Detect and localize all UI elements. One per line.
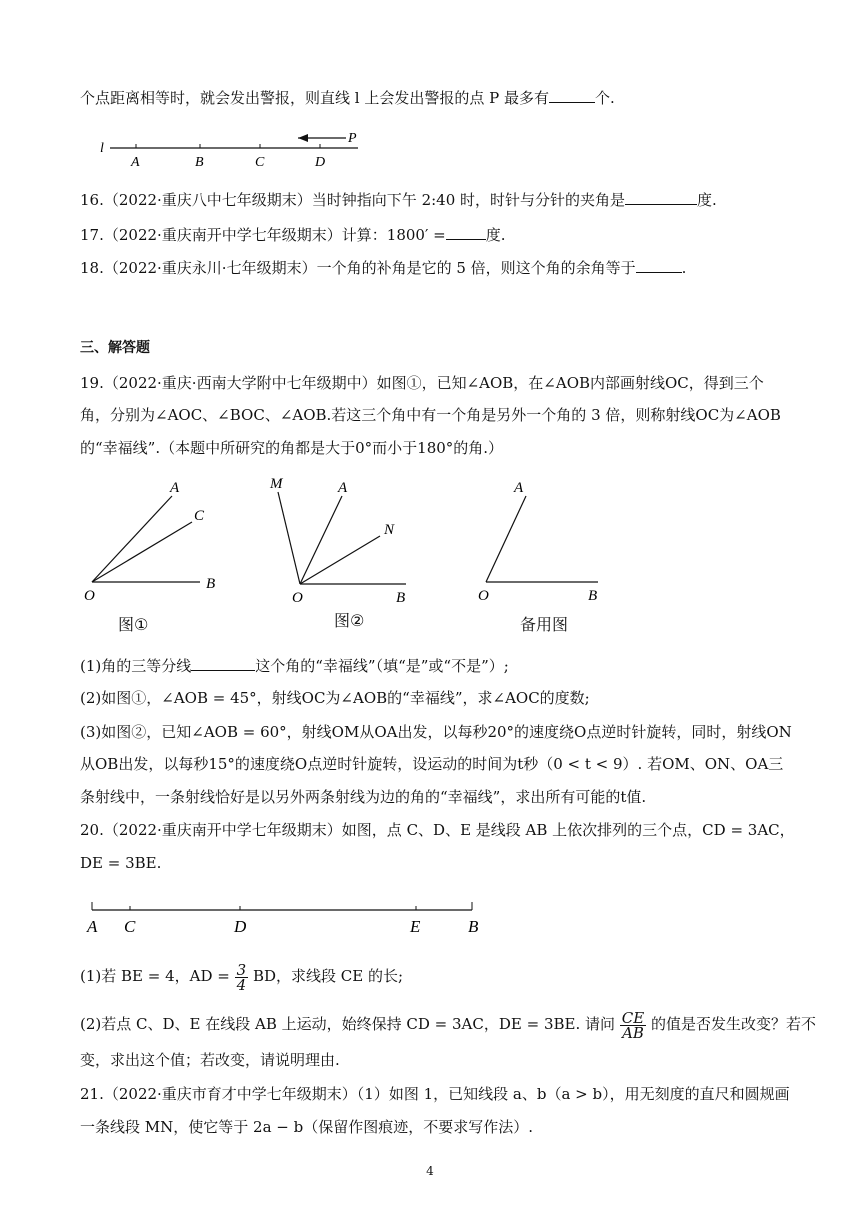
q19-part3-line1: (3)如图②，已知∠AOB = 60°，射线OM从OA出发，以每秒20°的速度绕O点逆时针旋转，同时，射线ON — [80, 723, 792, 741]
answer-blank — [636, 258, 682, 273]
svg-text:A: A — [338, 480, 348, 496]
q18-line: 18.（2022·重庆永川·七年级期末）一个角的补角是它的 5 倍，则这个角的余角等于 . — [80, 259, 687, 277]
label-C: C — [255, 155, 265, 170]
q19-figures — [80, 472, 620, 608]
figure-2 — [269, 476, 406, 606]
section-heading: 三、解答题 — [80, 340, 150, 356]
q16-line: 16.（2022·重庆八中七年级期末）当时钟指向下午 2:40 时，时针与分针的夹角是 度. — [80, 191, 717, 209]
svg-text:C: C — [194, 508, 205, 524]
q19-line1: 19.（2022·重庆·西南大学附中七年级期中）如图①，已知∠AOB，在∠AOB内部画射线OC，得到三个 — [80, 374, 764, 392]
svg-text:N: N — [384, 522, 395, 538]
q19-line2: 角，分别为∠AOC、∠BOC、∠AOB.若这三个角中有一个角是另外一个角的 3 倍，则称射线OC为∠AOB — [80, 406, 781, 424]
q21-line2: 一条线段 MN，使它等于 2a − b（保留作图痕迹，不要求写作法）. — [80, 1118, 533, 1136]
svg-text:O: O — [478, 588, 489, 604]
svg-text:A: A — [170, 480, 180, 496]
caption-figure-1: 图① — [118, 615, 149, 634]
answer-blank — [625, 190, 697, 205]
svg-text:O: O — [84, 588, 95, 604]
answer-blank — [191, 656, 255, 671]
label-P: P — [348, 131, 357, 146]
label-B: B — [468, 917, 479, 936]
svg-text:A: A — [514, 480, 524, 496]
q20-line1: 20.（2022·重庆南开中学七年级期末）如图，点 C、D、E 是线段 AB 上依次排列的三个点，CD = 3AC， — [80, 821, 795, 839]
caption-backup-figure: 备用图 — [520, 615, 569, 634]
page-number: 4 — [426, 1164, 434, 1178]
q20-part2: (2)若点 C、D、E 在线段 AB 上运动，始终保持 CD = 3AC，DE = 3BE. 请问 $\frac{CE}{AB}$ 的值是否发生改变？若不 — [80, 1008, 817, 1042]
q20-line2: DE = 3BE. — [80, 854, 162, 872]
svg-text:B: B — [588, 588, 598, 604]
q17-line: 17.（2022·重庆南开中学七年级期末）计算：1800′ = 度. — [80, 226, 506, 244]
svg-text:M: M — [270, 476, 283, 492]
q19-part1: (1)角的三等分线 这个角的“幸福线”（填“是”或“不是”）; — [80, 657, 509, 675]
q19-part2: (2)如图①，∠AOB = 45°，射线OC为∠AOB的“幸福线”，求∠AOC的度数; — [80, 689, 590, 707]
label-D: D — [234, 917, 247, 936]
fraction-3-4: $\frac{3}{4}$ — [236, 960, 247, 994]
svg-text:B: B — [206, 576, 216, 592]
label-l: l — [100, 141, 104, 156]
label-B: B — [195, 155, 204, 170]
figure-1 — [84, 480, 215, 604]
label-A: A — [87, 917, 98, 936]
q20-part2-line2: 变，求出这个值；若改变，请说明理由. — [80, 1051, 340, 1069]
q20-figure — [84, 894, 494, 940]
q20-part1: (1)若 BE = 4，AD = $\frac{3}{4}$ BD，求线段 CE 的长; — [80, 960, 404, 994]
q19-line3: 的“幸福线”.（本题中所研究的角都是大于0°而小于180°的角.） — [80, 439, 504, 457]
q15-figure — [96, 124, 366, 172]
label-C: C — [124, 917, 136, 936]
answer-blank — [446, 225, 486, 240]
answer-blank — [549, 88, 595, 103]
q19-part3-line2: 从OB出发，以每秒15°的速度绕O点逆时针旋转，设运动的时间为t秒（0 < t < 9）. 若OM、ON、OA三 — [80, 755, 784, 773]
label-D: D — [315, 155, 326, 170]
label-A: A — [131, 155, 140, 170]
fraction-CE-AB: $\frac{CE}{AB}$ — [621, 1008, 645, 1042]
figure-backup — [478, 480, 598, 604]
caption-figure-2: 图② — [334, 611, 365, 630]
q21-line1: 21.（2022·重庆市育才中学七年级期末）（1）如图 1，已知线段 a、b（a > b），用无刻度的直尺和圆规画 — [80, 1085, 790, 1103]
q15-line: 个点距离相等时，就会发出警报，则直线 l 上会发出警报的点 P 最多有 个. — [80, 89, 615, 107]
q19-part3-line3: 条射线中，一条射线恰好是以另外两条射线为边的角的“幸福线”，求出所有可能的t值. — [80, 788, 647, 806]
svg-text:O: O — [292, 590, 303, 606]
svg-text:B: B — [396, 590, 406, 606]
label-E: E — [410, 917, 421, 936]
